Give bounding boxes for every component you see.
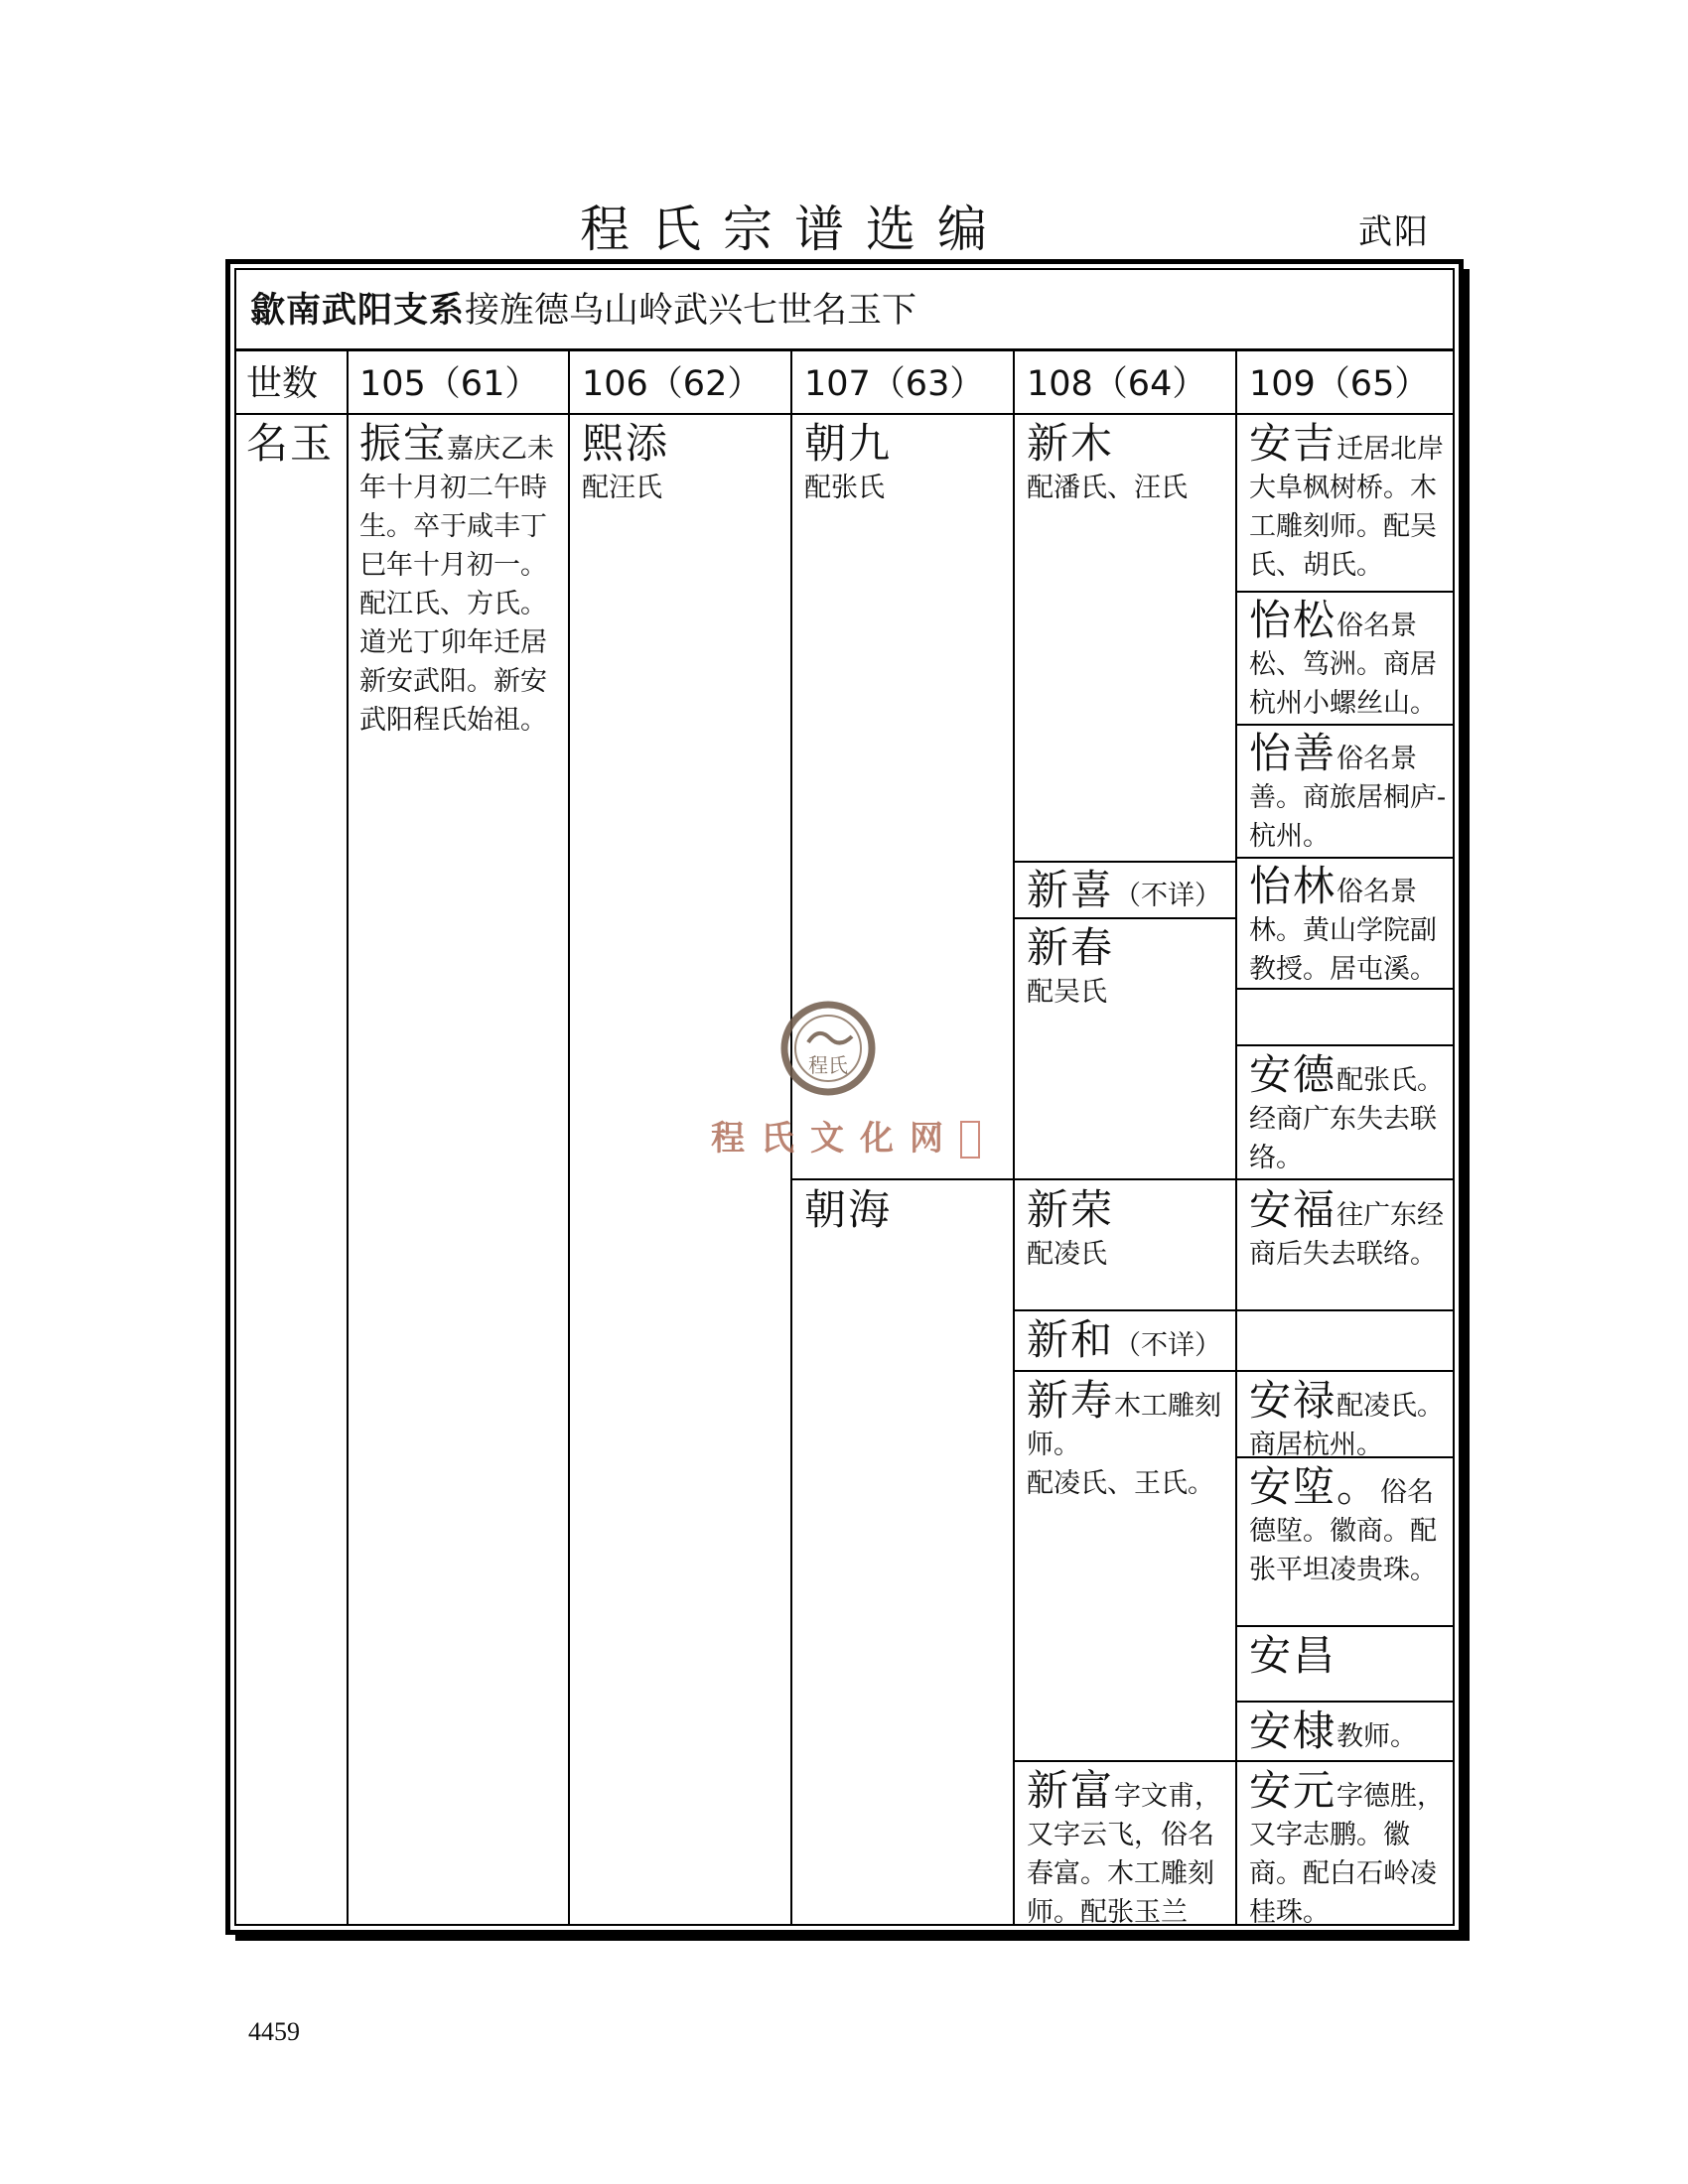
person-note: 配汪氏 xyxy=(582,473,662,503)
entry-anji xyxy=(1249,419,1452,585)
col109-row-divider-1 xyxy=(1235,591,1453,593)
entry-xinchun xyxy=(1027,923,1229,1012)
page-number: 4459 xyxy=(248,2017,300,2046)
person-note: 配张氏 xyxy=(804,473,885,503)
person-name: 新木 xyxy=(1027,419,1115,468)
entry-anyuan xyxy=(1249,1766,1452,1932)
col109-row-divider-5 xyxy=(1235,1044,1453,1046)
col108-row-divider-2 xyxy=(1013,917,1235,919)
person-note: 配凌氏、王氏。 xyxy=(1027,1468,1214,1499)
entry-yilin xyxy=(1249,862,1452,989)
entry-yishan xyxy=(1249,729,1452,856)
entry-xinshou xyxy=(1027,1376,1229,1503)
entry-xinhe xyxy=(1027,1315,1229,1365)
col109-row-divider-8 xyxy=(1235,1370,1453,1372)
person-note: 配张氏。经商广东失去联络。 xyxy=(1249,1065,1445,1173)
person-note: 配凌氏 xyxy=(1027,1239,1107,1270)
person-note: 俗名景林。黄山学院副教授。居屯溪。 xyxy=(1249,877,1437,985)
branch-origin: 接旌德乌山岭武兴七世名玉下 xyxy=(465,291,917,331)
person-name: 振宝 xyxy=(359,419,448,468)
column-divider-1 xyxy=(347,351,349,1924)
person-note: 嘉庆乙未年十月初二午時生。卒于咸丰丁巳年十月初一。配江氏、方氏。 xyxy=(359,434,555,619)
person-name: 新喜 xyxy=(1027,866,1115,914)
col107-row-divider xyxy=(790,1178,1013,1180)
watermark-seal-text: 程氏 xyxy=(808,1053,848,1077)
entry-xinfu xyxy=(1027,1766,1229,1932)
ancestor-name: 名玉 xyxy=(246,419,335,468)
col109-row-divider-10 xyxy=(1235,1625,1453,1627)
col109-row-divider-7 xyxy=(1235,1309,1453,1311)
person-note: 俗名景善。商旅居桐庐-杭州。 xyxy=(1249,744,1447,852)
col108-row-divider-1 xyxy=(1013,861,1235,863)
person-note: 道光丁卯年迁居新安武阳。新安武阳程氏始祖。 xyxy=(359,627,547,736)
person-note: 木工雕刻师。 xyxy=(1027,1391,1222,1460)
person-name: 新寿 xyxy=(1027,1376,1115,1425)
entry-xitian xyxy=(582,419,780,507)
column-divider-2 xyxy=(568,351,570,1924)
col108-row-divider-3 xyxy=(1013,1178,1235,1180)
watermark-swirl xyxy=(808,1033,852,1043)
entry-anfu xyxy=(1249,1185,1452,1274)
person-note: 配吴氏 xyxy=(1027,977,1107,1008)
watermark-site-name: 程氏文化网 xyxy=(711,1119,959,1159)
col109-row-divider-3 xyxy=(1235,857,1453,859)
person-name: 新富 xyxy=(1027,1766,1115,1815)
person-note: 迁居北岸大阜枫树桥。木工雕刻师。配吴氏、胡氏。 xyxy=(1249,434,1445,581)
person-name: 朝九 xyxy=(804,419,893,468)
branch-title xyxy=(236,270,1453,351)
frame-shadow-right xyxy=(1464,269,1470,1941)
header-gen-106: 106（62） xyxy=(582,364,763,404)
entry-andi xyxy=(1249,1706,1452,1756)
header-gen-109: 109（65） xyxy=(1249,364,1430,404)
person-name: 熙添 xyxy=(582,419,670,468)
person-note: （不详） xyxy=(1114,881,1222,911)
header-gen-105: 105（61） xyxy=(359,364,540,404)
entry-xinxi xyxy=(1027,866,1229,915)
person-note: 配潘氏、汪氏 xyxy=(1027,473,1188,503)
col109-row-divider-11 xyxy=(1235,1701,1453,1703)
column-divider-5 xyxy=(1235,351,1237,1924)
watermark xyxy=(701,1001,989,1169)
watermark-logo xyxy=(701,1001,989,1169)
header-gen-107: 107（63） xyxy=(804,364,985,404)
person-name: 安吉 xyxy=(1249,419,1337,468)
col108-row-divider-6 xyxy=(1013,1760,1235,1762)
person-name: 新和 xyxy=(1027,1315,1115,1364)
person-note: 教师。 xyxy=(1336,1721,1418,1752)
col109-row-divider-12 xyxy=(1235,1760,1453,1762)
entry-xinmu xyxy=(1027,419,1229,507)
person-note: 俗名景松、笃洲。商居杭州小螺丝山。 xyxy=(1249,611,1437,719)
person-note: 俗名德埅。徽商。配张平坦凌贵珠。 xyxy=(1249,1477,1437,1585)
col108-row-divider-4 xyxy=(1013,1309,1235,1311)
entry-ande xyxy=(1249,1050,1452,1177)
person-name: 安棣 xyxy=(1249,1706,1337,1755)
entry-zhenbao xyxy=(359,419,562,740)
entry-chaohai xyxy=(804,1185,1003,1235)
watermark-circle xyxy=(784,1005,872,1092)
column-divider-4 xyxy=(1013,351,1015,1924)
person-name: 安埅。 xyxy=(1249,1462,1381,1511)
person-name: 安德 xyxy=(1249,1050,1337,1099)
person-name: 怡善 xyxy=(1249,729,1337,777)
person-note: 往广东经商后失去联络。 xyxy=(1249,1200,1445,1270)
person-name: 安福 xyxy=(1249,1185,1337,1234)
person-name: 新荣 xyxy=(1027,1185,1115,1234)
person-name: 怡松 xyxy=(1249,596,1337,644)
col108-row-divider-5 xyxy=(1013,1370,1235,1372)
person-note: 字文甫，又字云飞，俗名春富。木工雕刻师。配张玉兰 xyxy=(1027,1781,1222,1928)
person-name: 安元 xyxy=(1249,1766,1337,1815)
header-divider xyxy=(236,413,1453,415)
col109-row-divider-2 xyxy=(1235,724,1453,726)
entry-yisong xyxy=(1249,596,1452,723)
col109-row-divider-6 xyxy=(1235,1178,1453,1180)
person-name: 怡林 xyxy=(1249,862,1337,910)
person-name: 安禄 xyxy=(1249,1376,1337,1425)
branch-name: 歙南武阳支系 xyxy=(250,291,466,331)
entry-chaojiu xyxy=(804,419,1003,507)
place-label: 武阳 xyxy=(1358,212,1430,252)
person-note: 配凌氏。商居杭州。 xyxy=(1249,1391,1445,1460)
page-title: 程氏宗谱选编 xyxy=(580,201,1009,258)
person-note: 字德胜，又字志鹏。徽商。配白石岭凌桂珠。 xyxy=(1249,1781,1445,1928)
person-name: 新春 xyxy=(1027,923,1115,972)
entry-anlu xyxy=(1249,1376,1452,1464)
entry-xinrong xyxy=(1027,1185,1229,1274)
entry-anchang xyxy=(1249,1631,1452,1681)
entry-anshu xyxy=(1249,1462,1452,1589)
watermark-stamp xyxy=(961,1122,979,1158)
person-name: 朝海 xyxy=(804,1185,893,1234)
person-name: 安昌 xyxy=(1249,1631,1337,1680)
person-note: （不详） xyxy=(1114,1330,1222,1361)
frame-shadow-bottom xyxy=(235,1935,1470,1941)
ancestor-cell xyxy=(246,419,334,469)
header-generation-label: 世数 xyxy=(246,363,319,404)
header-gen-108: 108（64） xyxy=(1027,364,1207,404)
